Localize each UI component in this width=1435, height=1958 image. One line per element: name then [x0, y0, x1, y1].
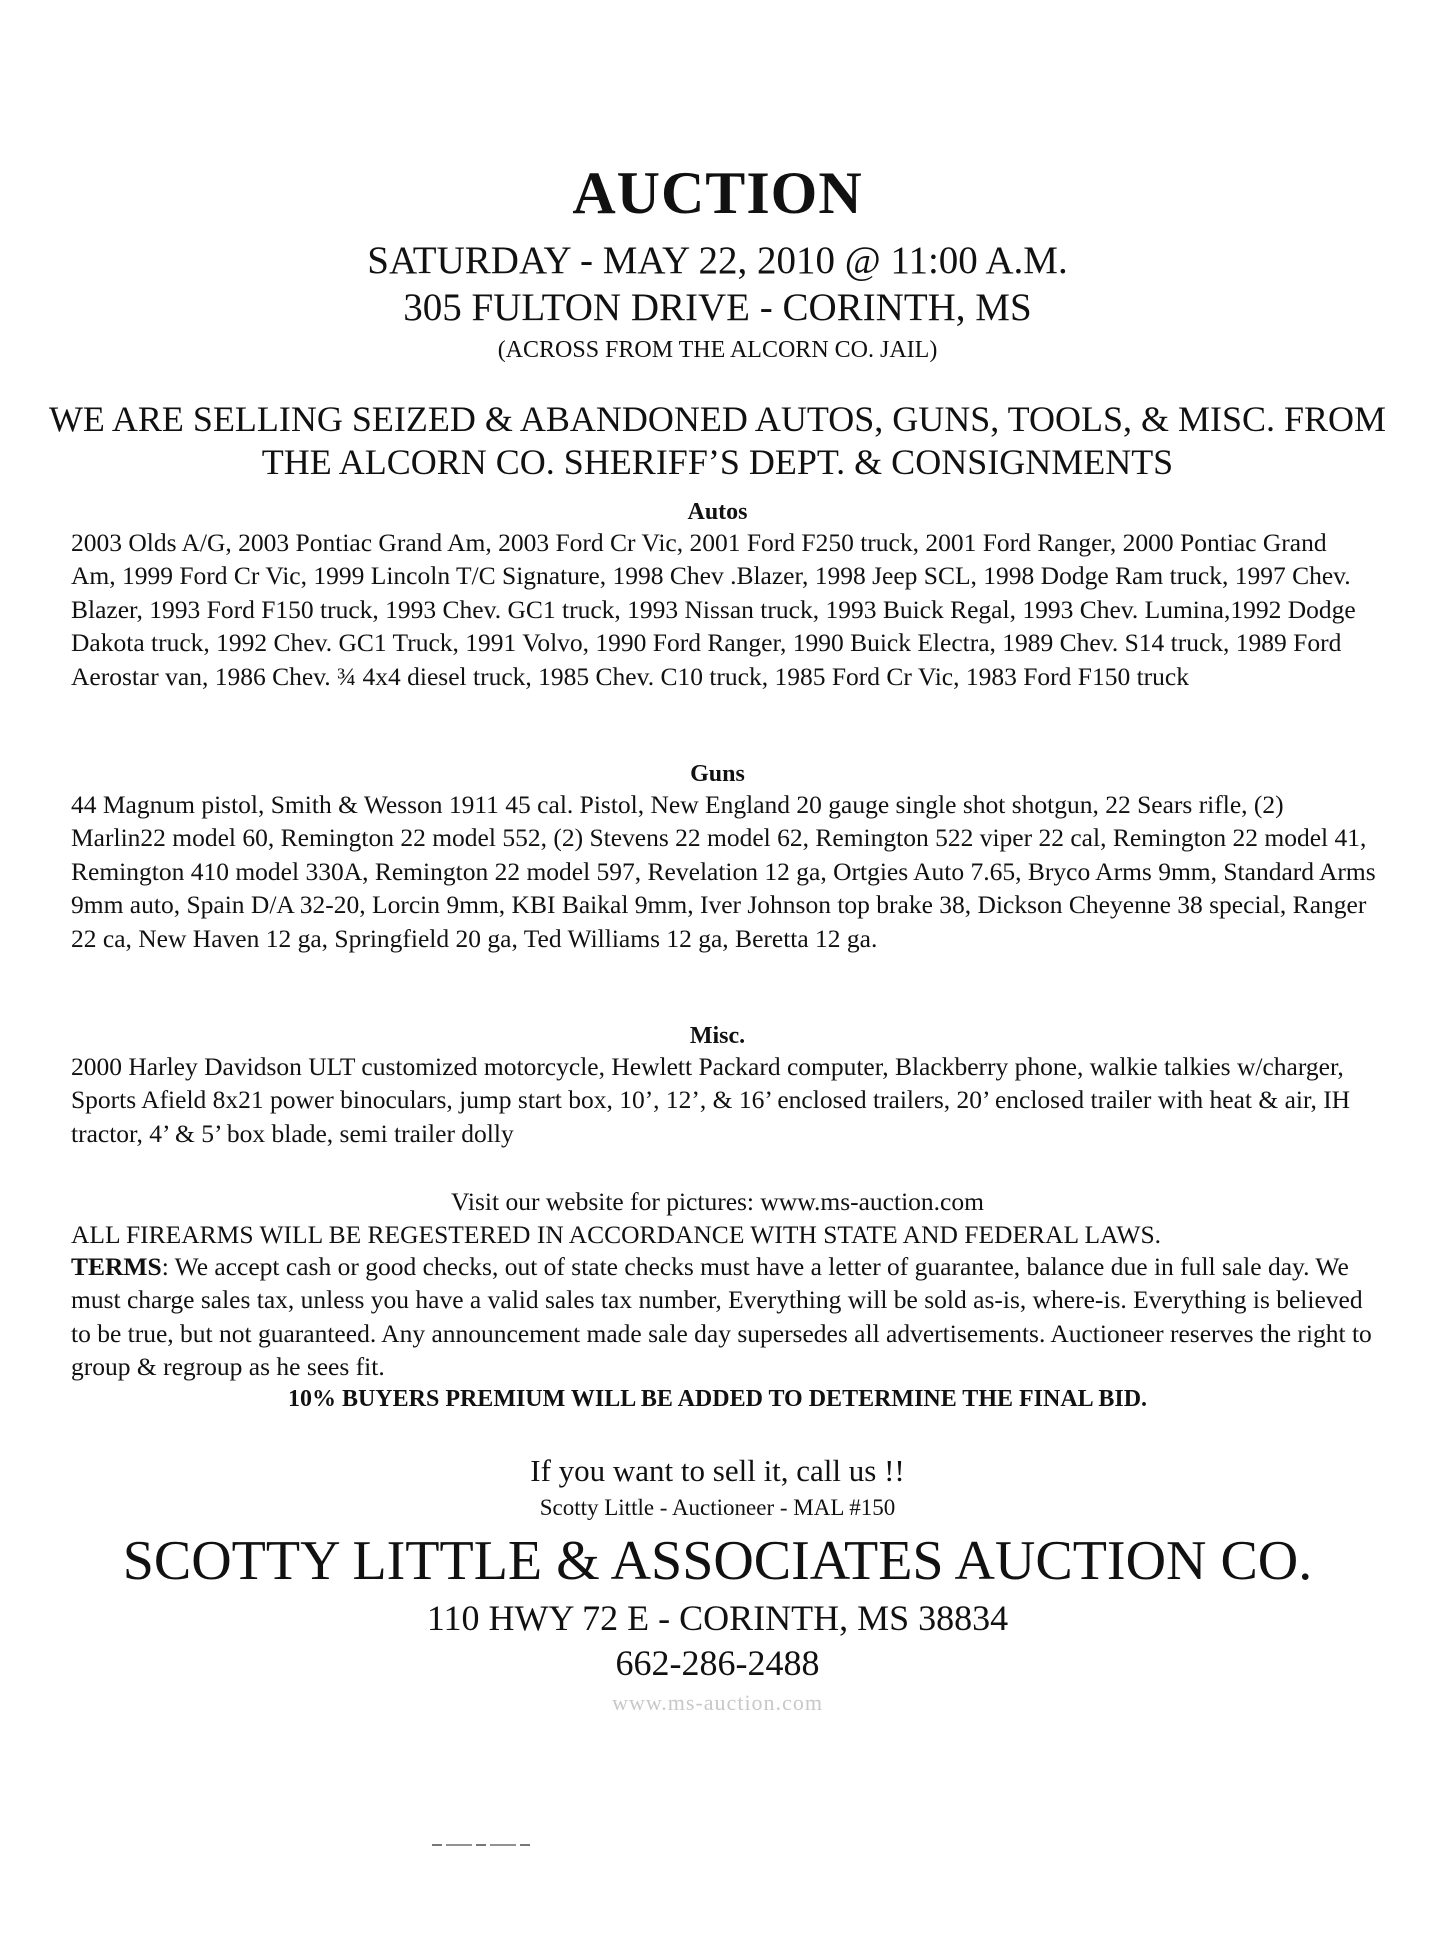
sale-headline: WE ARE SELLING SEIZED & ABANDONED AUTOS, GUNS, TOOLS, & MISC. FROM THE ALCORN CO. SHERIFF’S DEPT. & CONSIGNMENTS — [48, 399, 1387, 482]
terms-text: : We accept cash or good checks, out of state checks must have a letter of guarantee, balance due in full sale day. We must charge sales tax, unless you have a valid sales tax number, Everything will be sold as-is, where-is. Everything is believed to be true, but not guaranteed. Any announcement made sale day supersedes all advertisements. Auctioneer reserves the right to group & regroup as he sees fit. — [71, 1252, 1372, 1382]
company-phone: 662-286-2488 — [615, 1643, 820, 1683]
terms-label: TERMS — [71, 1252, 162, 1281]
auction-address: 305 FULTON DRIVE - CORINTH, MS — [403, 286, 1032, 329]
autos-list: 2003 Olds A/G, 2003 Pontiac Grand Am, 2003 Ford Cr Vic, 2001 Ford F250 truck, 2001 Ford Ranger, 2000 Pontiac Grand Am, 1999 Ford Cr Vic, 1999 Lincoln T/C Signature, 1998 Chev .Blazer, 1998 Jeep SCL, 1998 Dodge Ram truck, 1997 Chev. Blazer, 1993 Ford F150 truck, 1993 Chev. GC1 truck, 1993 Nissan truck, 1993 Buick Regal, 1993 Chev. Lumina,1992 Dodge Dakota truck, 1992 Chev. GC1 Truck, 1991 Volvo, 1990 Ford Ranger, 1990 Buick Electra, 1989 Chev. S14 truck, 1989 Ford Aerostar van, 1986 Chev. ¾ 4x4 diesel truck, 1985 Chev. C10 truck, 1985 Ford Cr Vic, 1983 Ford F150 truck — [71, 528, 1356, 691]
company-name: SCOTTY LITTLE & ASSOCIATES AUCTION CO. — [122, 1530, 1313, 1592]
auction-title: AUCTION — [572, 160, 863, 226]
company-address: 110 HWY 72 E - CORINTH, MS 38834 — [426, 1598, 1009, 1638]
buyers-premium-notice: 10% BUYERS PREMIUM WILL BE ADDED TO DETERMINE THE FINAL BID. — [287, 1386, 1148, 1412]
misc-heading: Misc. — [689, 1023, 746, 1049]
autos-heading: Autos — [687, 499, 748, 525]
scan-artifact-line — [432, 1844, 532, 1846]
auctioneer-line: Scotty Little - Auctioneer - MAL #150 — [539, 1495, 896, 1520]
guns-heading: Guns — [690, 761, 745, 787]
sell-call-line: If you want to sell it, call us !! — [530, 1453, 905, 1488]
misc-list: 2000 Harley Davidson ULT customized motorcycle, Hewlett Packard computer, Blackberry phone, walkie talkies w/charger, Sports Afield 8x21 power binoculars, jump start box, 10’, 12’, & 16’ enclosed trailers, 20’ enclosed trailer with heat & air, IH tractor, 4’ & 5’ box blade, semi trailer dolly — [71, 1052, 1351, 1148]
terms-block — [71, 1250, 1376, 1384]
guns-list: 44 Magnum pistol, Smith & Wesson 1911 45 cal. Pistol, New England 20 gauge single shot shotgun, 22 Sears rifle, (2) Marlin22 model 60, Remington 22 model 552, (2) Stevens 22 model 62, Remington 522 viper 22 cal, Remington 22 model 41, Remington 410 model 330A, Remington 22 model 597, Revelation 12 ga, Ortgies Auto 7.65, Bryco Arms 9mm, Standard Arms 9mm auto, Spain D/A 32-20, Lorcin 9mm, KBI Baikal 9mm, Iver Johnson top brake 38, Dickson Cheyenne 38 special, Ranger 22 ca, New Haven 12 ga, Springfield 20 ga, Ted Williams 12 ga, Beretta 12 ga. — [71, 790, 1376, 953]
website-notice: Visit our website for pictures: www.ms-auction.com — [451, 1187, 984, 1216]
auction-date-time: SATURDAY - MAY 22, 2010 @ 11:00 A.M. — [367, 239, 1068, 282]
firearms-notice: ALL FIREARMS WILL BE REGESTERED IN ACCORDANCE WITH STATE AND FEDERAL LAWS. — [71, 1220, 1162, 1249]
location-note: (ACROSS FROM THE ALCORN CO. JAIL) — [497, 337, 938, 363]
faint-website-url: www.ms-auction.com — [612, 1690, 823, 1715]
